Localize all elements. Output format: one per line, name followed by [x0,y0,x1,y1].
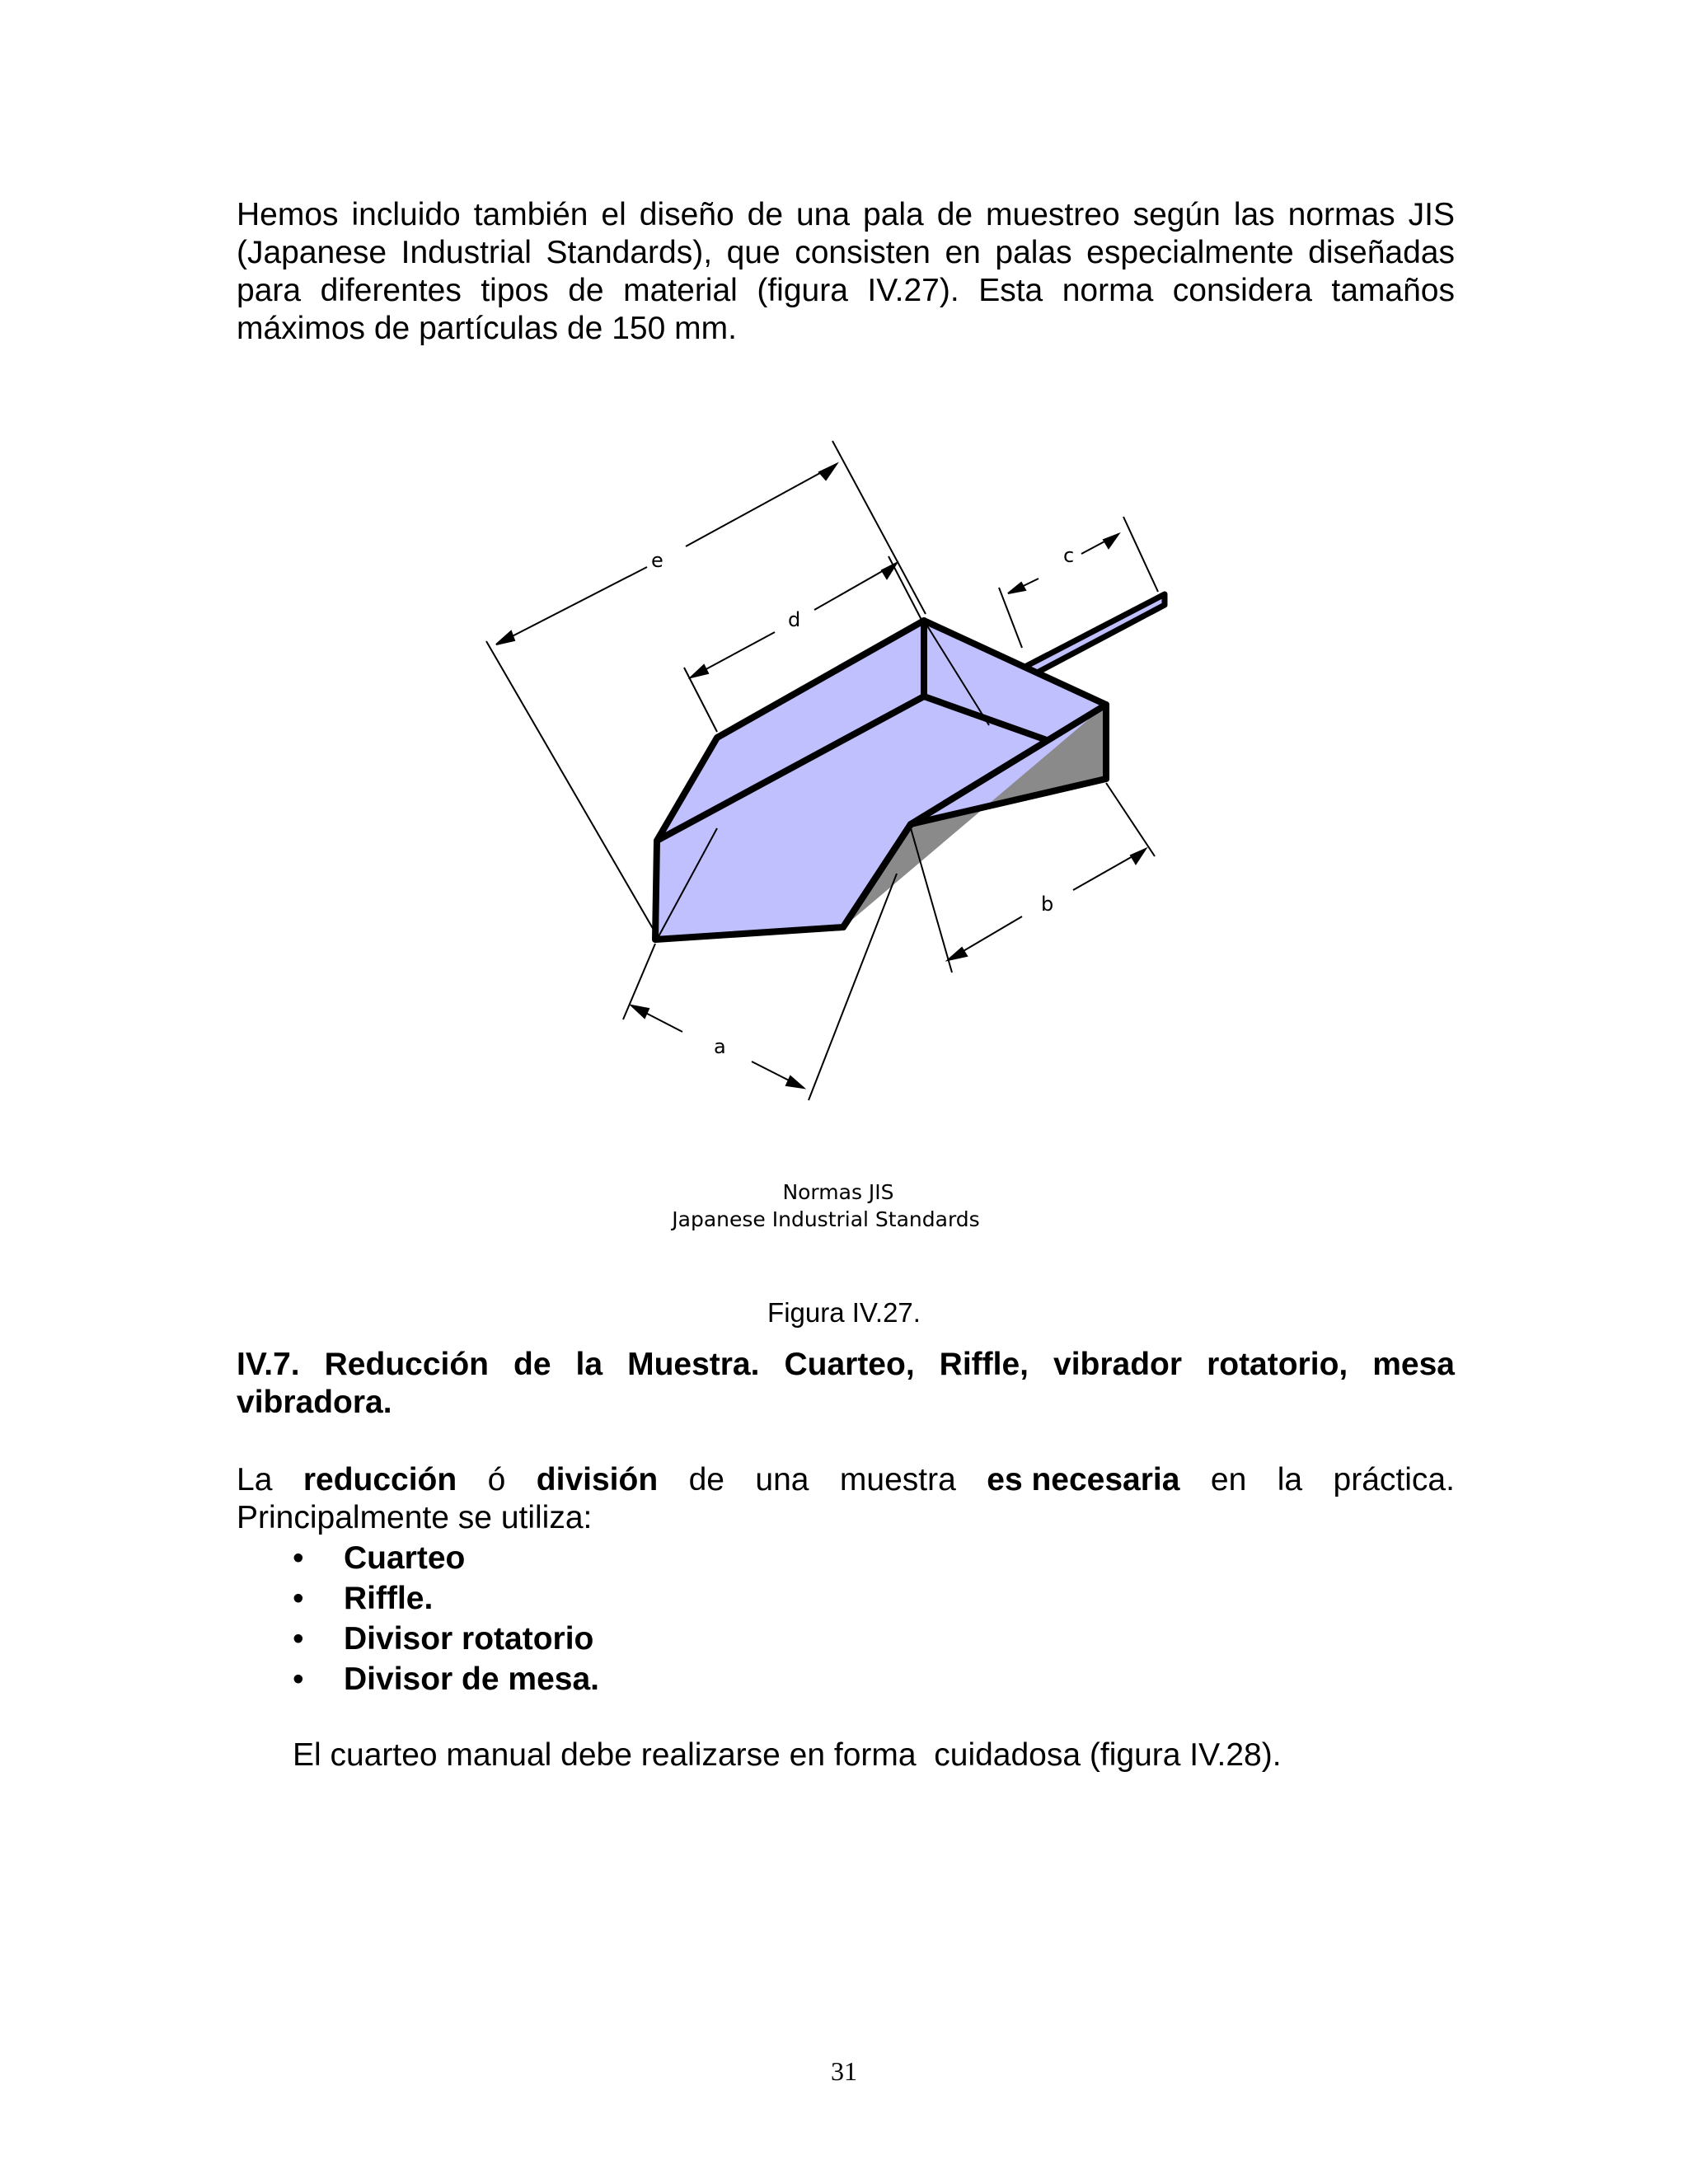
word: práctica. [1333,1462,1455,1497]
dim-label-e: e [651,549,663,572]
intro-paragraph: Hemos incluido también el diseño de una pala de muestreo según las normas JIS (Japanese Industrial Standards), que consisten en palas especialmente diseñadas para diferentes tipos de material (figura IV.27). Esta norma considera tamaños máximos de partículas de 150 mm. [237,197,1455,346]
word: la [1277,1462,1303,1497]
dimension-c [999,517,1158,648]
dim-label-a: a [714,1035,726,1058]
list-item: • Cuarteo [293,1538,599,1578]
word-bold: reducción [302,1462,457,1497]
figure-inner-caption-line1: Normas JIS [782,1180,894,1204]
word: La [237,1462,273,1497]
word-bold: es necesaria [987,1462,1180,1497]
word-bold: división [536,1462,659,1497]
figure-caption: Figura IV.27. [767,1297,921,1328]
dim-label-c: c [1063,544,1075,567]
dim-label-d: d [788,608,801,631]
figure-inner-caption-line2: Japanese Industrial Standards [672,1207,980,1231]
reduction-paragraph [237,1461,1455,1537]
section-heading [237,1346,1455,1422]
reduction-line1 [237,1461,1455,1499]
word: de [688,1462,724,1497]
word: ó [487,1462,506,1497]
methods-list [293,1538,599,1699]
list-item: • Divisor de mesa. [293,1659,599,1699]
closing-paragraph: El cuarteo manual debe realizarse en forma cuidadosa (figura IV.28). [293,1737,1282,1773]
list-item: • Divisor rotatorio [293,1619,599,1659]
section-heading-line1: IV.7. Reducción de la Muestra. Cuarteo, Riffle, vibrador rotatorio, mesa [237,1347,1455,1382]
word: en [1210,1462,1247,1497]
scoop-diagram [462,429,1203,1253]
figure-jis-scoop [462,429,1203,1253]
word: muestra [839,1462,956,1497]
word: una [755,1462,809,1497]
dim-label-b: b [1041,893,1054,916]
reduction-line2: Principalmente se utiliza: [237,1500,593,1535]
page-number: 31 [831,2056,857,2086]
section-heading-line2: vibradora. [237,1385,392,1420]
list-item: • Riffle. [293,1578,599,1619]
